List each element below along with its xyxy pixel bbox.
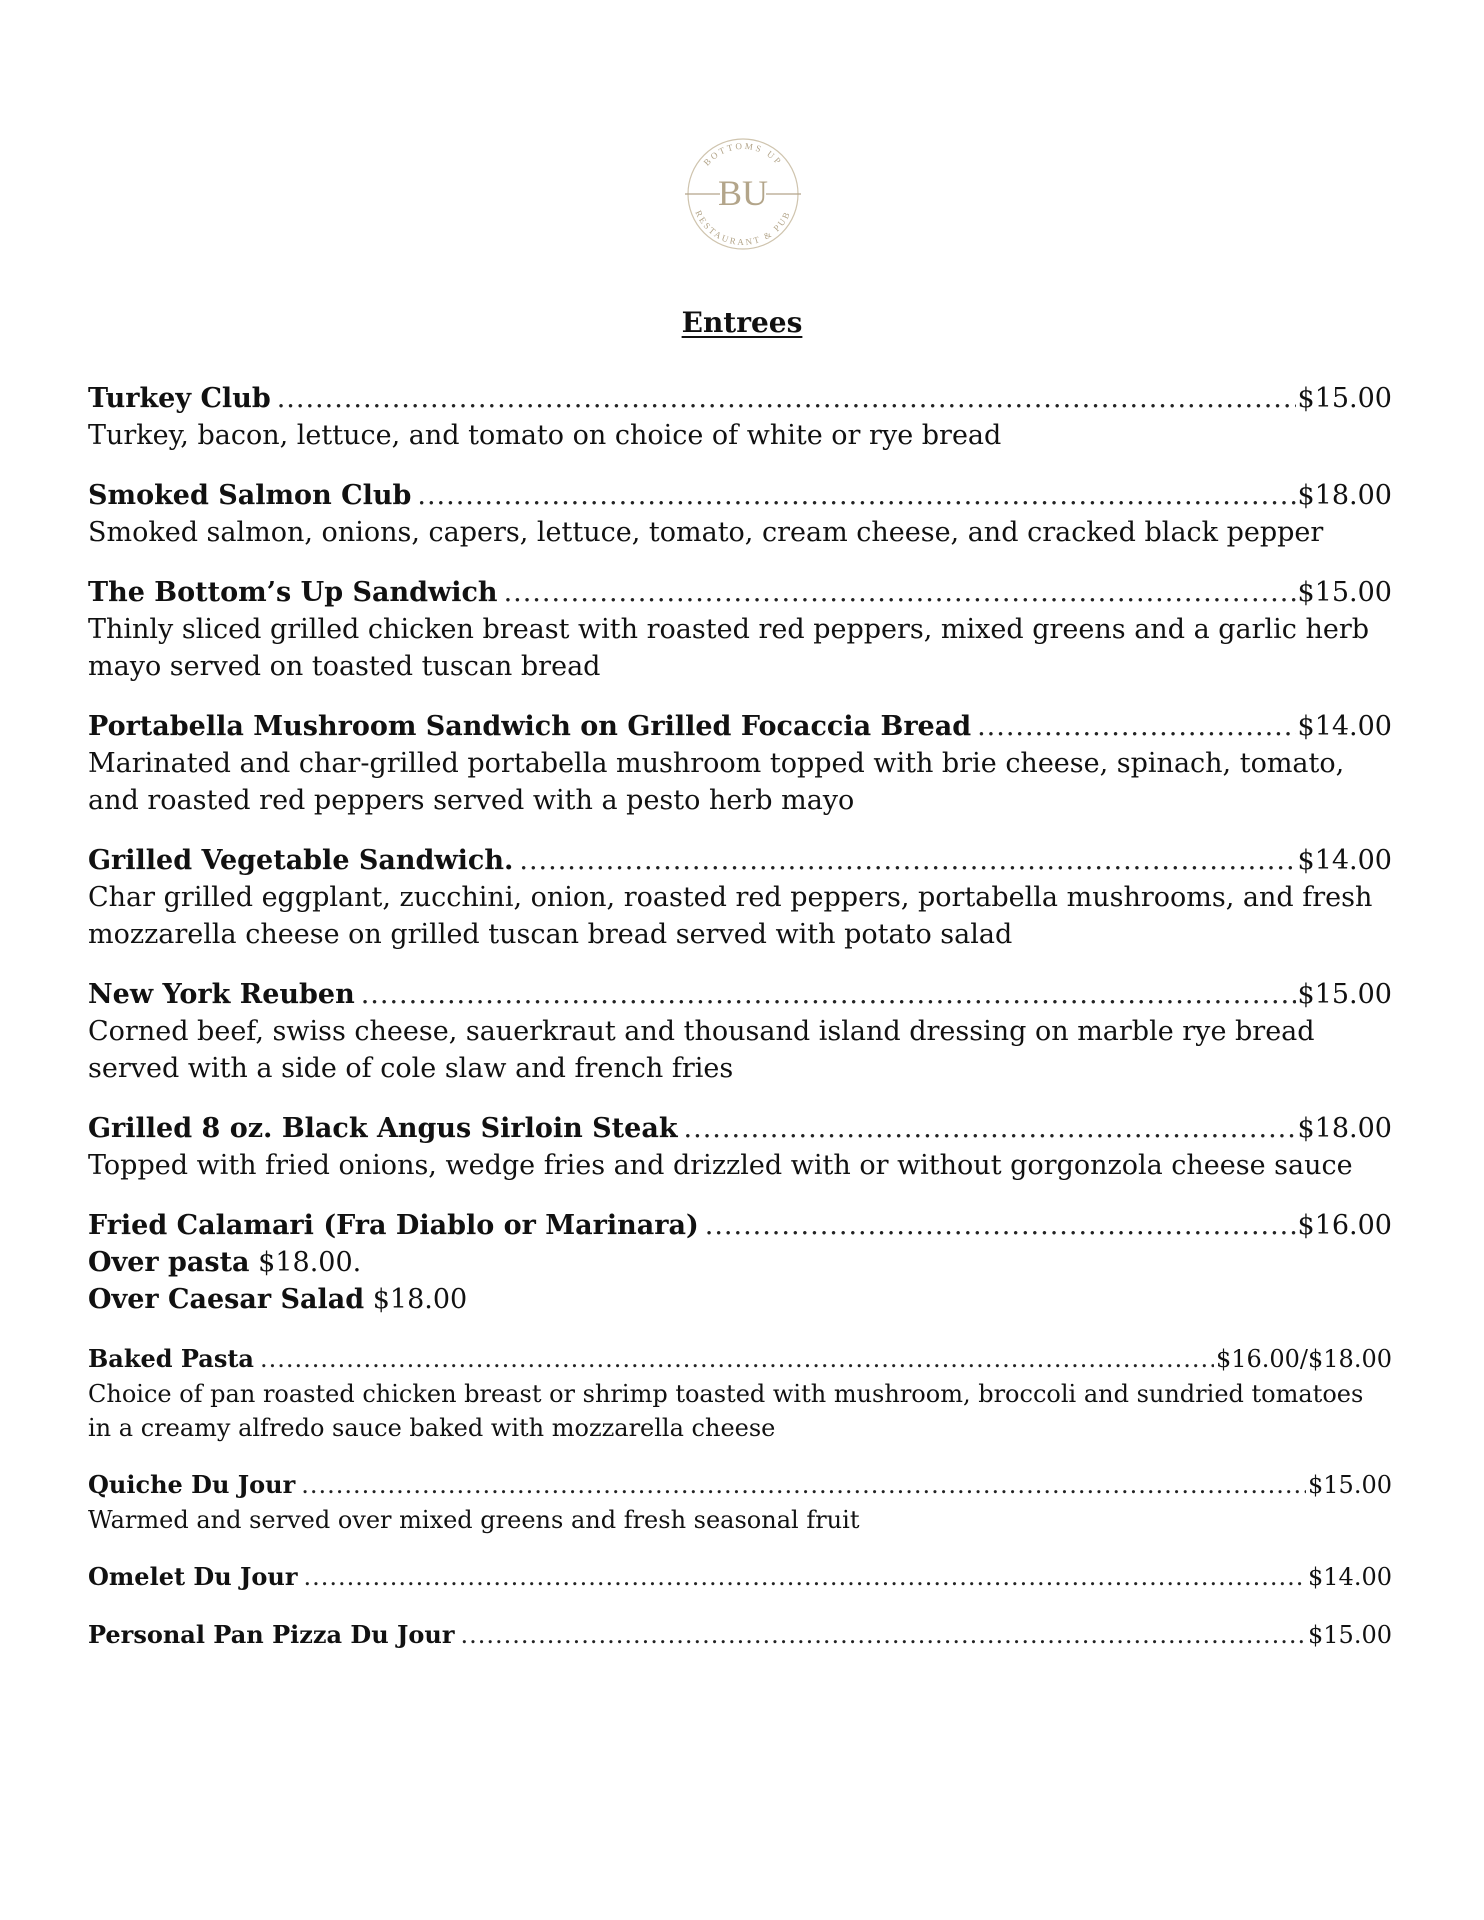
dot-leader <box>504 574 1296 611</box>
option-price: $18.00 <box>372 1284 468 1315</box>
menu-item <box>88 1617 1392 1653</box>
item-price: $14.00 <box>1308 1563 1392 1591</box>
item-name: Grilled Vegetable Sandwich. <box>88 845 514 876</box>
item-price: $15.00 <box>1297 383 1392 414</box>
item-price: $18.00 <box>1297 480 1392 511</box>
dot-leader <box>303 1559 1306 1595</box>
item-price: $18.00 <box>1297 1113 1392 1144</box>
option-price: $18.00. <box>258 1247 362 1278</box>
item-description: Topped with fried onions, wedge fries and drizzled with or without gorgonzola cheese sauce <box>88 1150 1353 1181</box>
item-name: Baked Pasta <box>88 1344 254 1373</box>
item-description: Turkey, bacon, lettuce, and tomato on choice of white or rye bread <box>88 420 1002 451</box>
item-name: The Bottom’s Up Sandwich <box>88 577 498 608</box>
menu-item <box>88 380 1392 454</box>
dot-leader <box>519 842 1295 879</box>
dot-leader <box>361 976 1296 1013</box>
logo-ring-bottom-text: RESTAURANT & PUB <box>693 208 793 248</box>
item-description: Marinated and char-grilled portabella mushroom topped with brie cheese, spinach, tomato, and roasted red peppers served with a pesto herb mayo <box>88 748 1345 816</box>
dot-leader <box>417 477 1295 514</box>
logo-ring-top-text: BOTTOMS UP <box>701 140 785 168</box>
bottoms-up-logo <box>682 133 804 255</box>
dot-leader <box>277 380 1296 417</box>
svg-text:BOTTOMS UP <box>702 141 785 168</box>
item-name: Quiche Du Jour <box>88 1470 296 1499</box>
menu-item <box>88 1467 1392 1537</box>
item-description: Thinly sliced grilled chicken breast with roasted red peppers, mixed greens and a garlic herb mayo served on toasted tuscan bread <box>88 614 1370 682</box>
dot-leader <box>705 1207 1296 1244</box>
menu-item <box>88 1341 1392 1445</box>
section-title: Entrees <box>681 306 803 339</box>
menu-item <box>88 1110 1392 1184</box>
item-price: $15.00 <box>1297 979 1392 1010</box>
menu-item <box>88 1559 1392 1595</box>
option-label: Over Caesar Salad <box>88 1284 365 1315</box>
menu-item <box>88 574 1392 685</box>
item-name: Grilled 8 oz. Black Angus Sirloin Steak <box>88 1113 678 1144</box>
item-price: $15.00 <box>1308 1621 1392 1649</box>
dot-leader <box>260 1341 1214 1377</box>
dot-leader <box>977 708 1295 745</box>
menu-item <box>88 708 1392 819</box>
dot-leader <box>301 1467 1306 1503</box>
svg-text:RESTAURANT & PUB <box>693 209 792 247</box>
option-label: Over pasta <box>88 1247 250 1278</box>
item-name: Personal Pan Pizza Du Jour <box>88 1620 455 1649</box>
item-price: $16.00/$18.00 <box>1215 1345 1392 1373</box>
menu-item <box>88 842 1392 953</box>
menu-item <box>88 477 1392 551</box>
item-description: Char grilled eggplant, zucchini, onion, roasted red peppers, portabella mushrooms, and fresh mozzarella cheese on grilled tuscan bread served with potato salad <box>88 882 1373 950</box>
item-description: Corned beef, swiss cheese, sauerkraut and thousand island dressing on marble rye bread served with a side of cole slaw and french fries <box>88 1016 1315 1084</box>
item-name: Portabella Mushroom Sandwich on Grilled Focaccia Bread <box>88 711 972 742</box>
item-name: Smoked Salmon Club <box>88 480 412 511</box>
item-description: Smoked salmon, onions, capers, lettuce, tomato, cream cheese, and cracked black pepper <box>88 517 1324 548</box>
item-name: Omelet Du Jour <box>88 1562 298 1591</box>
item-price: $15.00 <box>1297 577 1392 608</box>
item-description: Choice of pan roasted chicken breast or shrimp toasted with mushroom, broccoli and sundried tomatoes in a creamy alfredo sauce baked with mozzarella cheese <box>88 1380 1364 1442</box>
item-name: Fried Calamari (Fra Diablo or Marinara) <box>88 1210 699 1241</box>
item-name: Turkey Club <box>88 383 271 414</box>
item-price: $14.00 <box>1297 711 1392 742</box>
item-description: Warmed and served over mixed greens and fresh seasonal fruit <box>88 1506 860 1534</box>
item-name: New York Reuben <box>88 979 355 1010</box>
menu-item <box>88 976 1392 1087</box>
dot-leader <box>684 1110 1296 1147</box>
item-option <box>88 1244 1392 1281</box>
logo-monogram: BU <box>717 173 769 213</box>
item-price: $16.00 <box>1297 1210 1392 1241</box>
item-price: $15.00 <box>1308 1471 1392 1499</box>
item-option <box>88 1281 1392 1318</box>
menu-item <box>88 1207 1392 1318</box>
dot-leader <box>460 1617 1306 1653</box>
item-price: $14.00 <box>1297 845 1392 876</box>
menu-list <box>88 380 1392 1675</box>
